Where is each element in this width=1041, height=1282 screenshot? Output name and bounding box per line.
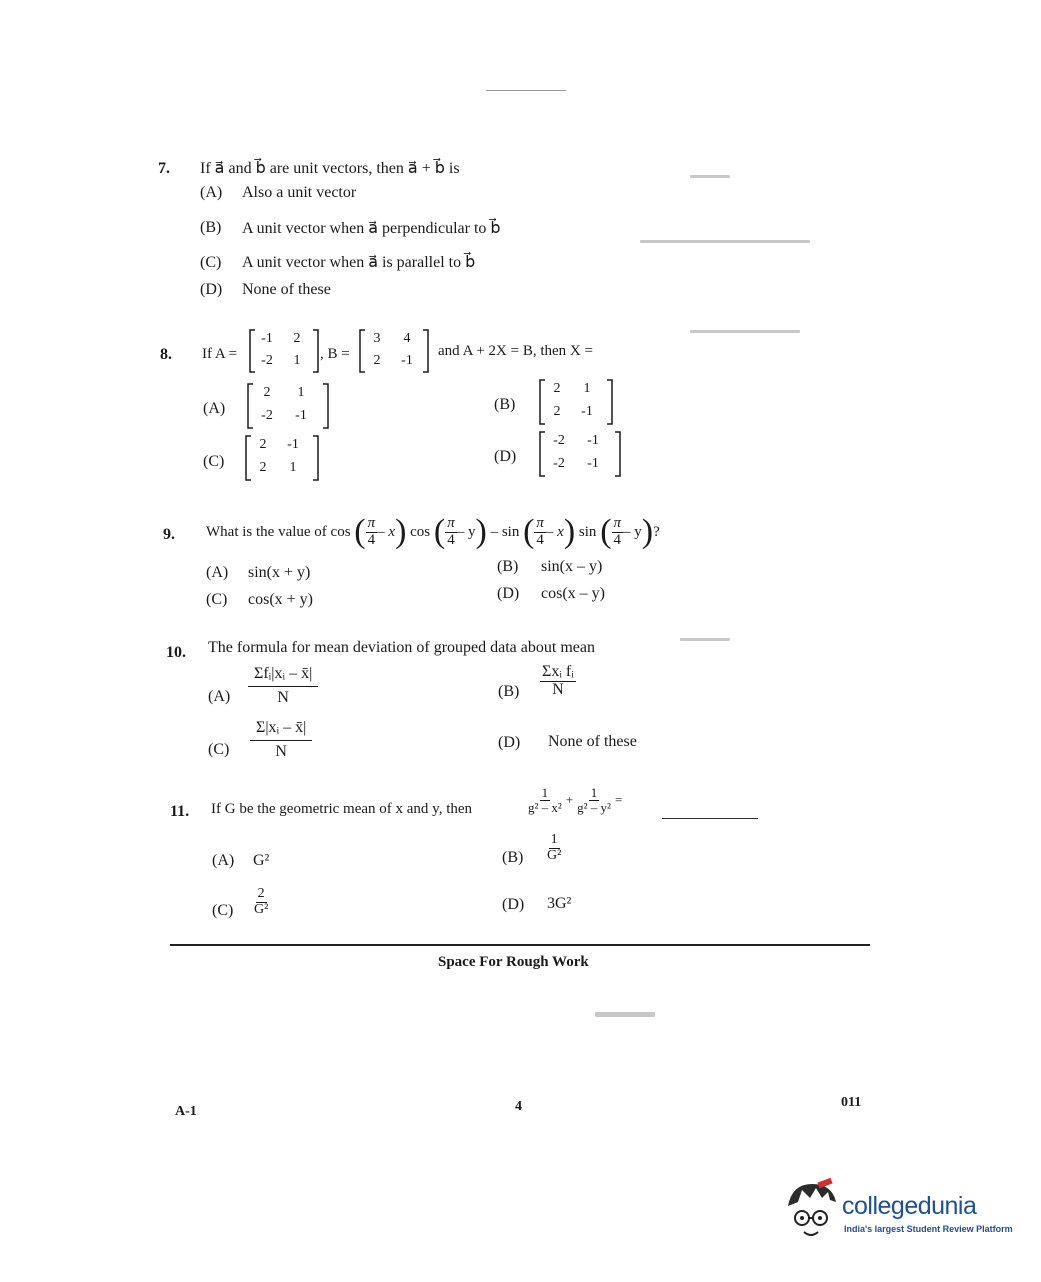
question-7-option-a-text: Also a unit vector: [242, 184, 357, 201]
question-mark: ?: [653, 523, 660, 540]
question-9-option-b-label: (B): [497, 558, 519, 575]
fraction-numerator: π: [447, 514, 455, 531]
question-9-stem: What is the value of cos: [206, 523, 351, 540]
question-8-number: 8.: [160, 346, 172, 363]
option-b-formula: [540, 664, 576, 699]
option-b-denominator: N: [552, 680, 564, 698]
pi-over-4-fraction: [366, 516, 378, 549]
matrix-a: [248, 328, 320, 374]
paren-open: (: [600, 513, 612, 550]
option-d-matrix-cell: -2: [553, 456, 565, 471]
matrix-a-cell: 2: [293, 331, 301, 346]
page-code-right: 011: [841, 1095, 862, 1110]
matrix-b-cell: -1: [401, 353, 413, 368]
mascot-icon: [782, 1178, 842, 1242]
cos-term: cos: [410, 523, 431, 540]
fraction-denominator: 4: [367, 531, 376, 548]
scan-speck: [680, 638, 730, 641]
paren-close: ): [475, 513, 487, 550]
question-10-number: 10.: [166, 644, 186, 661]
question-9-option-a-text: sin(x + y): [248, 564, 311, 581]
option-a-matrix: [246, 382, 330, 430]
minus-y-term: – y: [623, 523, 642, 540]
question-11-option-c-label: (C): [212, 902, 234, 919]
option-c-matrix-cell: 2: [259, 437, 267, 452]
reciprocal-fraction-1: [526, 786, 564, 814]
option-d-matrix-cell: -1: [587, 456, 599, 471]
scan-speck: [690, 330, 800, 333]
option-c-fraction: [252, 887, 270, 917]
question-10-stem: The formula for mean deviation of grouped data about mean: [208, 639, 595, 656]
question-11-option-a-text: G²: [253, 852, 270, 869]
option-c-matrix-cell: 2: [259, 460, 267, 475]
fraction-numerator: 1: [590, 785, 598, 800]
question-10-option-d-text: None of these: [548, 733, 637, 750]
option-a-matrix-cell: 1: [297, 385, 305, 400]
fraction-numerator: 1: [550, 832, 558, 847]
sin-term: sin: [578, 523, 597, 540]
option-b-numerator: Σxᵢ fᵢ: [542, 663, 574, 680]
scan-speck: [595, 1012, 655, 1017]
option-a-formula: [248, 666, 318, 707]
option-c-formula: [250, 720, 312, 761]
option-d-matrix: [538, 430, 622, 478]
option-b-matrix-cell: 2: [553, 404, 561, 419]
fraction-numerator: π: [367, 514, 376, 531]
question-11-stem: If G be the geometric mean of x and y, then: [211, 801, 473, 817]
question-7-option-c-label: (C): [200, 254, 222, 271]
fraction-numerator: π: [613, 514, 622, 531]
fraction-denominator: g² – x²: [528, 799, 562, 815]
paren-close: ): [563, 513, 576, 550]
question-8-b-equals: , B =: [320, 346, 350, 362]
pi-over-4-fraction: [612, 516, 624, 549]
fraction-denominator: 4: [613, 531, 622, 548]
matrix-b-cell: 4: [403, 331, 411, 346]
option-b-fraction: [545, 833, 563, 863]
minus-sin-term: – sin: [490, 523, 520, 540]
fraction-denominator: G²: [254, 901, 269, 917]
plus-sign: +: [565, 792, 574, 808]
fraction-denominator: 4: [536, 531, 544, 548]
option-d-matrix-cell: -1: [587, 433, 599, 448]
question-9-option-b-text: sin(x – y): [541, 558, 603, 575]
option-c-denominator: N: [275, 742, 287, 760]
question-8-option-d-label: (D): [494, 448, 517, 465]
matrix-b: [358, 328, 430, 374]
question-10-option-d-label: (D): [498, 734, 521, 751]
question-7-option-b-text: A unit vector when a⃗ perpendicular to b⃗: [242, 220, 501, 237]
rough-work-divider: [170, 944, 870, 946]
logo-wordmark: collegedunia: [842, 1192, 977, 1220]
question-9-expression: [206, 506, 660, 558]
answer-blank: [662, 818, 758, 819]
paren-open: (: [523, 513, 535, 550]
fraction-numerator: 2: [257, 886, 265, 901]
fraction-numerator: π: [536, 514, 544, 531]
question-7-stem: If a⃗ and b⃗ are unit vectors, then a⃗ + b⃗ is: [200, 160, 460, 177]
option-b-matrix: [538, 378, 614, 426]
paren-open: (: [433, 513, 446, 550]
matrix-b-cell: 2: [373, 353, 381, 368]
pi-over-4-fraction: [534, 516, 546, 549]
option-d-matrix-cell: -2: [553, 433, 565, 448]
question-9-option-d-label: (D): [497, 585, 520, 602]
option-a-numerator: Σfᵢ|xᵢ – x̄|: [248, 666, 318, 687]
question-11-option-d-text: 3G²: [547, 895, 572, 912]
question-10-option-b-label: (B): [498, 683, 520, 700]
option-b-matrix-cell: 1: [583, 381, 591, 396]
option-c-matrix: [244, 434, 320, 482]
option-b-matrix-cell: -1: [581, 404, 593, 419]
rough-work-heading: Space For Rough Work: [438, 954, 589, 970]
reciprocal-fraction-2: [575, 786, 613, 814]
paren-close: ): [641, 513, 654, 550]
paren-close: ): [395, 513, 407, 550]
question-10-option-b-fraction: [540, 664, 576, 699]
minus-y-term: – y: [456, 523, 476, 540]
question-11-option-b-label: (B): [502, 849, 524, 866]
matrix-a-cell: -1: [261, 331, 273, 346]
question-9-option-d-text: cos(x – y): [541, 585, 605, 602]
question-9-number: 9.: [163, 526, 175, 543]
question-9-option-a-label: (A): [206, 564, 229, 581]
scan-mark-top: [486, 90, 566, 91]
matrix-b-cell: 3: [373, 331, 381, 346]
question-10-option-a-fraction: [248, 666, 318, 707]
question-11-option-a-label: (A): [212, 852, 235, 869]
question-8-option-b-label: (B): [494, 396, 516, 413]
question-11-option-d-label: (D): [502, 896, 525, 913]
question-8-tail: and A + 2X = B, then X =: [438, 343, 593, 359]
option-a-denominator: N: [277, 688, 289, 706]
fraction-numerator: 1: [541, 785, 549, 800]
question-8-if-a: If A =: [202, 346, 238, 362]
question-7-option-d-label: (D): [200, 281, 223, 298]
paren-open: (: [354, 513, 366, 550]
minus-x-term: – x: [545, 523, 564, 540]
scan-speck: [690, 175, 730, 178]
question-11-expression: [526, 786, 622, 814]
option-c-matrix-cell: 1: [289, 460, 297, 475]
question-7-option-a-label: (A): [200, 184, 223, 201]
question-11-number: 11.: [170, 803, 190, 820]
option-c-numerator: Σ|xᵢ – x̄|: [250, 720, 312, 741]
option-a-matrix-cell: -1: [295, 408, 307, 423]
option-a-matrix-cell: 2: [263, 385, 271, 400]
question-9-option-c-text: cos(x + y): [248, 591, 314, 608]
matrix-a-cell: -2: [261, 353, 273, 368]
page-number: 4: [515, 1099, 522, 1114]
question-7-option-d-text: None of these: [242, 281, 331, 298]
question-10-option-a-label: (A): [208, 688, 231, 705]
pi-over-4-fraction: [445, 516, 457, 549]
question-8-option-a-label: (A): [203, 400, 226, 417]
collegedunia-logo: [782, 1178, 1012, 1242]
option-a-matrix-cell: -2: [261, 408, 273, 423]
question-7-option-b-label: (B): [200, 219, 222, 236]
question-7-option-c-text: A unit vector when a⃗ is parallel to b⃗: [242, 254, 476, 271]
question-11-option-c-fraction: [252, 887, 270, 917]
fraction-denominator: g² – y²: [577, 799, 611, 815]
fraction-denominator: 4: [447, 531, 455, 548]
logo-tagline: India's largest Student Review Platform: [844, 1224, 1013, 1234]
equals-sign: =: [614, 792, 623, 808]
page-code-left: A-1: [175, 1104, 197, 1119]
question-9-option-c-label: (C): [206, 591, 228, 608]
question-10-option-c-fraction: [250, 720, 312, 761]
matrix-a-cell: 1: [293, 353, 301, 368]
question-8-option-c-label: (C): [203, 453, 225, 470]
fraction-denominator: G²: [547, 847, 562, 863]
question-7-number: 7.: [158, 160, 170, 177]
question-11-option-b-fraction: [545, 833, 563, 863]
scan-speck: [640, 240, 810, 243]
option-c-matrix-cell: -1: [287, 437, 299, 452]
minus-x-term: – x: [377, 523, 396, 540]
question-10-option-c-label: (C): [208, 741, 230, 758]
option-b-matrix-cell: 2: [553, 381, 561, 396]
